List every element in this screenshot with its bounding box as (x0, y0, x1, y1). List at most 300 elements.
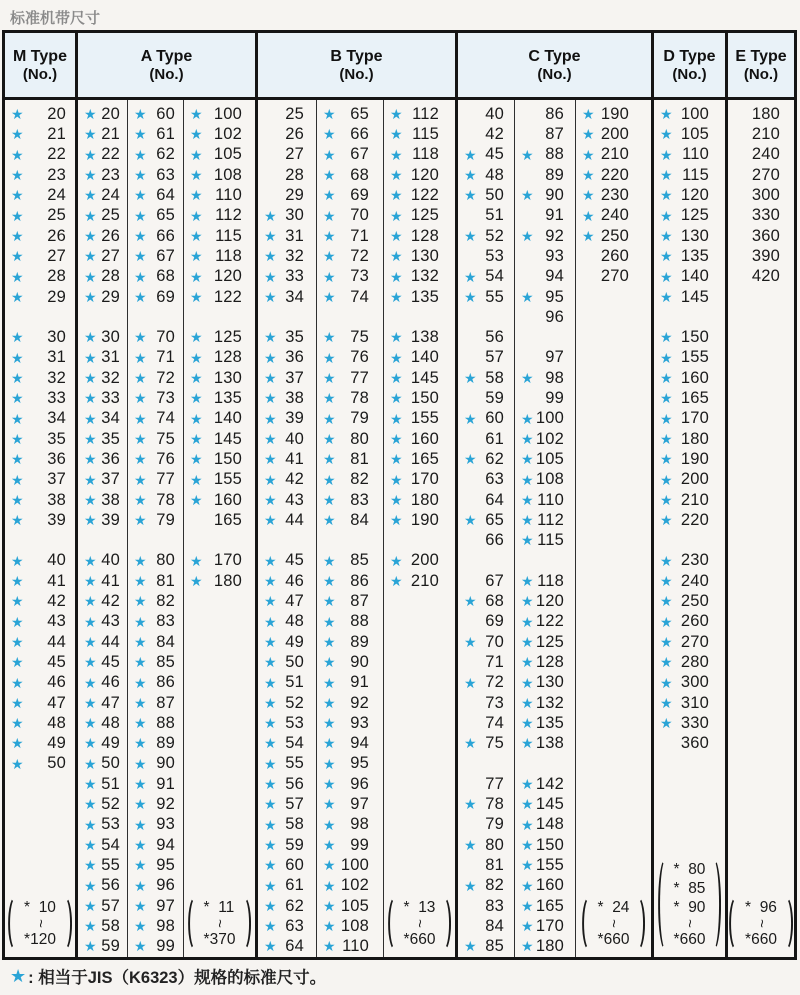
jis-star-icon: ★ (323, 146, 336, 163)
jis-star-icon: ★ (190, 329, 203, 346)
jis-star-icon: ★ (390, 390, 403, 407)
table-cell (184, 145, 255, 165)
cell-value: 53 (101, 815, 120, 834)
table-cell (515, 348, 575, 368)
table-cell (458, 835, 514, 855)
table-cell (728, 246, 794, 266)
cell-value: 112 (215, 206, 242, 225)
column-header-d-type (651, 33, 725, 97)
table-cell (78, 124, 127, 144)
cell-value: 29 (47, 287, 66, 306)
jis-star-icon: ★ (323, 573, 336, 590)
table-cell (384, 388, 455, 408)
table-cell (317, 875, 383, 895)
jis-star-icon: ★ (464, 836, 477, 853)
table-cell (78, 287, 127, 307)
table-cell (515, 510, 575, 530)
jis-star-icon: ★ (264, 735, 277, 752)
jis-star-icon: ★ (84, 613, 97, 630)
table-cell (258, 632, 316, 652)
cell-value: 260 (680, 612, 709, 631)
jis-star-icon: ★ (390, 349, 403, 366)
jis-star-icon: ★ (464, 593, 477, 610)
jis-star-icon: ★ (660, 512, 673, 529)
cell-value: 100 (213, 104, 242, 123)
table-cell (515, 469, 575, 489)
table-cell (317, 246, 383, 266)
cell-value: 128 (535, 652, 564, 671)
jis-star-icon: ★ (323, 674, 336, 691)
jis-star-icon: ★ (660, 106, 673, 123)
jis-star-icon: ★ (323, 207, 336, 224)
header-sublabel: (No.) (743, 65, 779, 83)
cell-value: 97 (545, 348, 564, 367)
table-cell (384, 266, 455, 286)
cell-value: 87 (350, 592, 369, 611)
table-cell (458, 490, 514, 510)
cell-value: 77 (485, 774, 504, 793)
range-note-line: * 11 (203, 899, 235, 916)
cell-value: 32 (47, 368, 66, 387)
table-cell (128, 571, 183, 591)
range-note-line (24, 917, 56, 930)
table-cell (654, 327, 725, 347)
column-header-e-type (725, 33, 794, 97)
table-cell (78, 145, 127, 165)
cell-value: 59 (285, 835, 304, 854)
jis-star-icon: ★ (660, 613, 673, 630)
cell-value: 270 (600, 267, 629, 286)
table-cell (78, 652, 127, 672)
jis-star-icon: ★ (390, 227, 403, 244)
jis-star-icon: ★ (190, 370, 203, 387)
cell-value: 75 (350, 328, 369, 347)
table-cell (258, 226, 316, 246)
table-cell (458, 185, 514, 205)
cell-value: 84 (485, 916, 504, 935)
table-cell (654, 124, 725, 144)
table-cell (78, 469, 127, 489)
cell-value: 240 (680, 571, 709, 590)
column-header-m-type (5, 33, 75, 97)
jis-star-icon: ★ (264, 836, 277, 853)
cell-value: 33 (101, 389, 120, 408)
jis-star-icon: ★ (390, 512, 403, 529)
header-label: E Type (735, 47, 787, 65)
cell-value: 90 (545, 186, 564, 205)
cell-value: 80 (156, 551, 175, 570)
jis-star-icon: ★ (521, 938, 534, 955)
cell-value: 38 (47, 490, 66, 509)
cell-value: 44 (47, 632, 66, 651)
table-cell (654, 591, 725, 611)
jis-star-icon: ★ (390, 491, 403, 508)
table-cell (184, 409, 255, 429)
table-cell (317, 916, 383, 936)
jis-star-icon: ★ (264, 918, 277, 935)
cell-value: 140 (680, 267, 709, 286)
header-sublabel: (No.) (537, 65, 572, 83)
table-cell (128, 713, 183, 733)
table-cell (78, 875, 127, 895)
jis-star-icon: ★ (84, 633, 97, 650)
table-cell (515, 145, 575, 165)
jis-star-icon: ★ (390, 288, 403, 305)
cell-value: 67 (156, 246, 175, 265)
cell-value: 51 (101, 774, 120, 793)
table-cell (458, 206, 514, 226)
jis-star-icon: ★ (582, 126, 595, 143)
table-cell (515, 104, 575, 124)
cell-value: 108 (535, 470, 564, 489)
table-cell (458, 348, 514, 368)
jis-star-icon: ★ (84, 755, 97, 772)
jis-star-icon: ★ (134, 410, 147, 427)
table-cell (128, 409, 183, 429)
cell-value: 40 (285, 429, 304, 448)
cell-value: 27 (285, 145, 304, 164)
jis-star-icon: ★ (11, 694, 24, 711)
cell-value: 64 (285, 937, 304, 956)
table-cell (317, 287, 383, 307)
jis-star-icon: ★ (84, 573, 97, 590)
cell-value: 79 (350, 409, 369, 428)
jis-star-icon: ★ (190, 268, 203, 285)
paren-left (188, 896, 203, 951)
jis-star-icon: ★ (10, 965, 27, 986)
cell-value: 25 (101, 206, 120, 225)
jis-star-icon: ★ (190, 126, 203, 143)
table-cell (515, 449, 575, 469)
jis-star-icon: ★ (84, 248, 97, 265)
table-cell (258, 409, 316, 429)
table-cell (654, 713, 725, 733)
cell-value: 53 (485, 246, 504, 265)
cell-value: 65 (350, 104, 369, 123)
cell-value: 250 (600, 226, 629, 245)
jis-star-icon: ★ (134, 613, 147, 630)
cell-value: 34 (101, 409, 120, 428)
table-cell (458, 124, 514, 144)
jis-star-icon: ★ (464, 227, 477, 244)
table-cell (5, 287, 75, 307)
jis-star-icon: ★ (11, 633, 24, 650)
jis-star-icon: ★ (134, 187, 147, 204)
table-cell (184, 510, 255, 530)
cell-value: 65 (485, 510, 504, 529)
cell-value: 93 (545, 246, 564, 265)
jis-star-icon: ★ (323, 329, 336, 346)
table-cell (384, 287, 455, 307)
cell-value: 145 (680, 287, 709, 306)
jis-star-icon: ★ (390, 167, 403, 184)
jis-star-icon: ★ (660, 227, 673, 244)
jis-star-icon: ★ (264, 715, 277, 732)
table-cell (728, 206, 794, 226)
cell-value: 135 (410, 287, 439, 306)
table-cell (78, 774, 127, 794)
jis-star-icon: ★ (521, 146, 534, 163)
table-cell (184, 490, 255, 510)
jis-star-icon: ★ (134, 491, 147, 508)
table-cell (128, 693, 183, 713)
jis-star-icon: ★ (84, 776, 97, 793)
table-cell (317, 490, 383, 510)
table-cell (258, 165, 316, 185)
cell-value: 64 (156, 186, 175, 205)
jis-star-icon: ★ (521, 877, 534, 894)
jis-star-icon: ★ (660, 207, 673, 224)
range-note-line: *660 (597, 931, 630, 948)
table-cell (5, 409, 75, 429)
table-cell (78, 571, 127, 591)
table-cell (458, 815, 514, 835)
cell-value: 86 (350, 571, 369, 590)
jis-star-icon: ★ (323, 918, 336, 935)
cell-value: 29 (285, 186, 304, 205)
cell-value: 81 (350, 449, 369, 468)
table-cell (128, 754, 183, 774)
cell-value: 130 (410, 246, 439, 265)
jis-star-icon: ★ (660, 126, 673, 143)
jis-star-icon: ★ (134, 654, 147, 671)
table-cell (258, 794, 316, 814)
jis-star-icon: ★ (84, 897, 97, 914)
jis-star-icon: ★ (190, 552, 203, 569)
table-cell (78, 165, 127, 185)
cell-value: 98 (156, 916, 175, 935)
cell-value: 41 (47, 571, 66, 590)
cell-value: 88 (545, 145, 564, 164)
paren-left (729, 896, 744, 951)
cell-value: 36 (101, 449, 120, 468)
jis-star-icon: ★ (323, 390, 336, 407)
table-cell (128, 165, 183, 185)
cell-value: 420 (751, 267, 780, 286)
table-cell (258, 246, 316, 266)
cell-value: 37 (47, 470, 66, 489)
table-cell (184, 368, 255, 388)
cell-value: 120 (410, 165, 439, 184)
cell-value: 148 (535, 815, 564, 834)
jis-star-icon: ★ (464, 938, 477, 955)
cell-value: 46 (285, 571, 304, 590)
range-note-line: * 24 (597, 899, 630, 916)
table-cell (317, 896, 383, 916)
jis-star-icon: ★ (264, 349, 277, 366)
table-cell (515, 794, 575, 814)
table-cell (515, 693, 575, 713)
table-cell (728, 266, 794, 286)
table-cell (128, 875, 183, 895)
jis-star-icon: ★ (11, 573, 24, 590)
cell-value: 180 (751, 104, 780, 123)
cell-value: 210 (751, 125, 780, 144)
column-header-a-type (75, 33, 255, 97)
table-cell (384, 348, 455, 368)
cell-value: 41 (101, 571, 120, 590)
table-cell (317, 165, 383, 185)
jis-star-icon: ★ (84, 674, 97, 691)
table-cell (384, 226, 455, 246)
cell-value: 165 (680, 389, 709, 408)
cell-value: 135 (213, 389, 242, 408)
table-cell (458, 916, 514, 936)
table-cell (515, 368, 575, 388)
table-cell (317, 754, 383, 774)
jis-star-icon: ★ (264, 816, 277, 833)
cell-value: 165 (213, 510, 242, 529)
sub-column (258, 100, 316, 957)
table-cell (458, 469, 514, 489)
table-cell (576, 206, 651, 226)
cell-value: 59 (485, 389, 504, 408)
cell-value: 240 (751, 145, 780, 164)
cell-value: 91 (545, 206, 564, 225)
jis-star-icon: ★ (521, 451, 534, 468)
table-cell (258, 693, 316, 713)
column-header-b-type (255, 33, 455, 97)
cell-value: 99 (350, 835, 369, 854)
range-note-line: * 90 (673, 899, 706, 916)
jis-star-icon: ★ (521, 694, 534, 711)
cell-value: 47 (47, 693, 66, 712)
jis-star-icon: ★ (190, 451, 203, 468)
table-cell (458, 165, 514, 185)
cell-value: 155 (213, 470, 242, 489)
jis-star-icon: ★ (84, 430, 97, 447)
cell-value: 30 (285, 206, 304, 225)
cell-value: 80 (350, 429, 369, 448)
jis-star-icon: ★ (521, 227, 534, 244)
cell-value: 27 (47, 246, 66, 265)
cell-value: 105 (535, 449, 564, 468)
cell-value: 23 (101, 165, 120, 184)
cell-value: 96 (545, 307, 564, 326)
jis-star-icon: ★ (323, 430, 336, 447)
table-cell (5, 449, 75, 469)
jis-star-icon: ★ (521, 654, 534, 671)
table-cell (576, 145, 651, 165)
table-cell (458, 145, 514, 165)
jis-star-icon: ★ (134, 370, 147, 387)
cell-value: 180 (535, 937, 564, 956)
tilde-icon: ~ (680, 919, 698, 928)
paren-right (236, 896, 251, 951)
jis-star-icon: ★ (190, 471, 203, 488)
cell-value: 47 (285, 592, 304, 611)
table-cell (515, 307, 575, 327)
table-cell (515, 713, 575, 733)
cell-value: 132 (410, 267, 439, 286)
range-note-line (598, 917, 630, 930)
table-cell (128, 835, 183, 855)
cell-value: 37 (101, 470, 120, 489)
table-cell (576, 185, 651, 205)
jis-star-icon: ★ (84, 877, 97, 894)
jis-star-icon: ★ (464, 674, 477, 691)
range-note-line (204, 917, 236, 930)
cell-value: 88 (156, 713, 175, 732)
jis-star-icon: ★ (84, 451, 97, 468)
jis-star-icon: ★ (323, 633, 336, 650)
table-cell (78, 672, 127, 692)
cell-value: 150 (410, 389, 439, 408)
table-cell (184, 287, 255, 307)
table-cell (128, 490, 183, 510)
cell-value: 160 (410, 429, 439, 448)
cell-value: 43 (285, 490, 304, 509)
jis-star-icon: ★ (521, 288, 534, 305)
table-cell (654, 429, 725, 449)
cell-value: 22 (47, 145, 66, 164)
tilde-icon: ~ (752, 919, 770, 928)
table-cell (654, 206, 725, 226)
cell-value: 93 (156, 815, 175, 834)
jis-star-icon: ★ (134, 836, 147, 853)
table-cell (78, 104, 127, 124)
cell-value: 190 (600, 104, 629, 123)
cell-value: 20 (47, 104, 66, 123)
table-cell (128, 368, 183, 388)
table-cell (654, 165, 725, 185)
cell-value: 33 (47, 389, 66, 408)
table-cell (515, 916, 575, 936)
jis-star-icon: ★ (323, 715, 336, 732)
cell-value: 210 (600, 145, 629, 164)
cell-value: 32 (101, 368, 120, 387)
jis-star-icon: ★ (264, 654, 277, 671)
jis-star-icon: ★ (660, 370, 673, 387)
table-cell (654, 287, 725, 307)
cell-value: 105 (680, 125, 709, 144)
table-cell (184, 185, 255, 205)
cell-value: 71 (350, 226, 369, 245)
cell-value: 92 (545, 226, 564, 245)
table-cell (728, 165, 794, 185)
range-note-lines (403, 896, 437, 951)
paren-right (57, 896, 72, 951)
jis-star-icon: ★ (84, 227, 97, 244)
table-cell (128, 896, 183, 916)
range-note-line: * 96 (745, 899, 777, 916)
tilde-icon: ~ (604, 919, 622, 928)
table-cell (654, 551, 725, 571)
jis-star-icon: ★ (84, 918, 97, 935)
table-cell (458, 936, 514, 956)
cell-value: 87 (545, 125, 564, 144)
table-cell (654, 409, 725, 429)
table-cell (317, 794, 383, 814)
cell-value: 46 (47, 673, 66, 692)
table-cell (384, 246, 455, 266)
cell-value: 72 (156, 368, 175, 387)
table-cell (654, 652, 725, 672)
table-cell (128, 226, 183, 246)
table-cell (515, 774, 575, 794)
jis-star-icon: ★ (264, 430, 277, 447)
cell-value: 50 (485, 186, 504, 205)
table-cell (654, 246, 725, 266)
table-cell (515, 652, 575, 672)
footnote (10, 964, 326, 988)
belt-size-table (2, 30, 797, 960)
table-cell (184, 266, 255, 286)
table-cell (576, 104, 651, 124)
table-cell (458, 571, 514, 591)
table-cell (458, 875, 514, 895)
cell-value: 150 (535, 835, 564, 854)
